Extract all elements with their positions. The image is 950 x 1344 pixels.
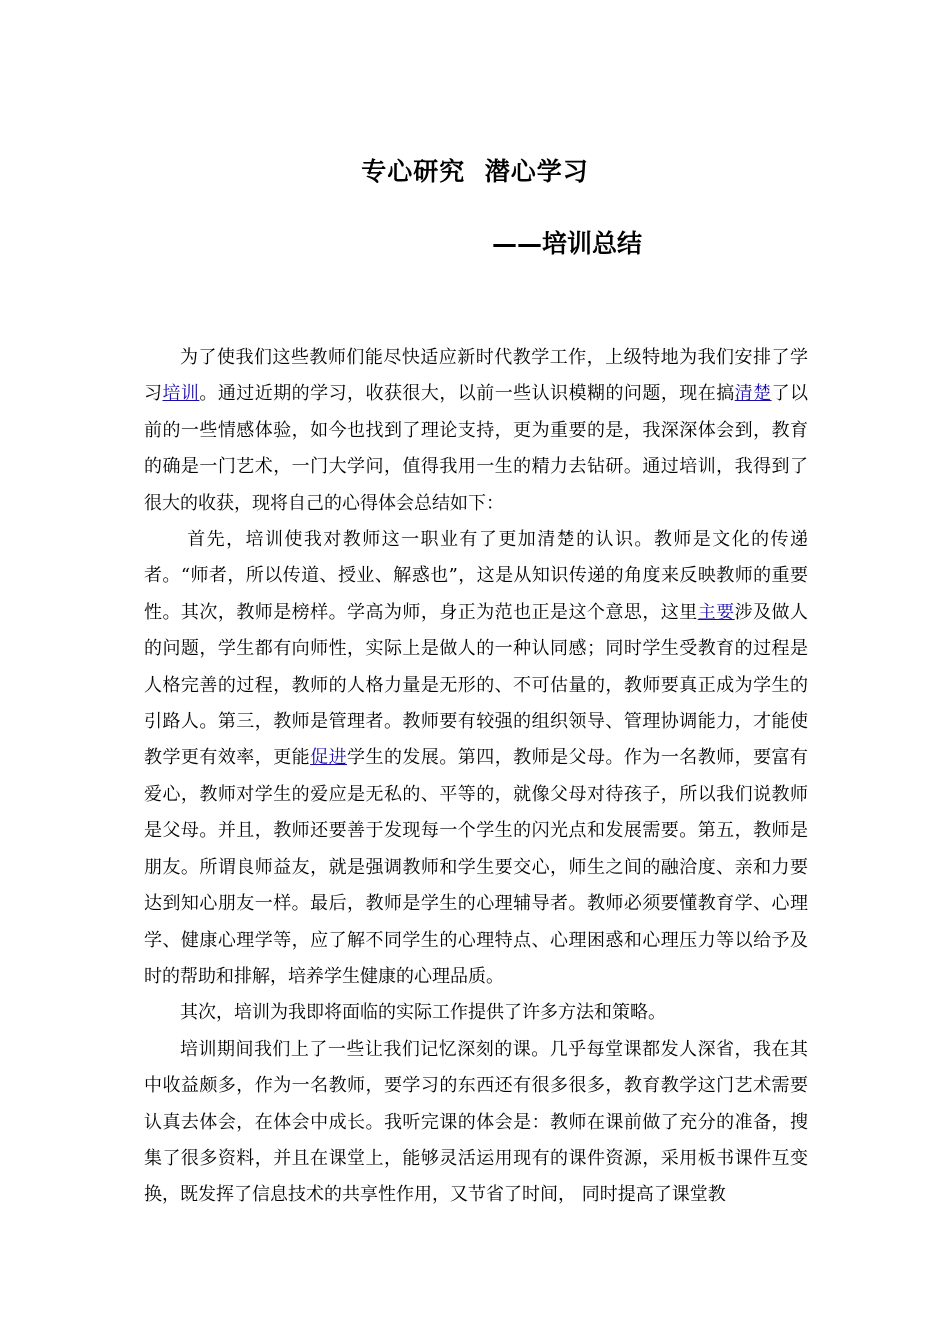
inline-link[interactable]: 培训 xyxy=(162,383,200,405)
body-paragraph xyxy=(144,340,808,522)
document-title: 专心研究 潜心学习 xyxy=(361,157,589,186)
paragraph-text: 首先，培训使我对教师这一职业有了更加清楚的认识。教师是文化的传递者。“师者，所以传道、授业、解惑也”，这是从知识传递的角度来反映教师的重要性。其次，教师是榜样。学高为师，身正为范也正是这个意思，这里 xyxy=(144,529,808,623)
inline-link[interactable]: 促进 xyxy=(310,747,348,769)
body-paragraph xyxy=(144,522,808,995)
paragraph-text: 。通过近期的学习，收获很大，以前一些认识模糊的问题，现在搞 xyxy=(199,383,735,405)
paragraph-text: 培训期间我们上了一些让我们记忆深刻的课。几乎每堂课都发人深省，我在其中收益颇多，作为一名教师，要学习的东西还有很多很多，教育教学这门艺术需要认真去体会，在体会中成长。我听完课的体会是：教师在课前做了充分的准备，搜集了很多资料，并且在课堂上，能够灵活运用现有的课件资源，采用板书课件互变换，既发挥了信息技术的共享性作用，又节省了时间， 同时提高了课堂教 xyxy=(144,1038,808,1206)
paragraph-text: 涉及做人的问题，学生都有向师性，实际上是做人的一种认同感；同时学生受教育的过程是人格完善的过程，教师的人格力量是无形的、不可估量的，教师要真正成为学生的引路人。第三，教师是管理者。教师要有较强的组织领导、管理协调能力，才能使教学更有效率，更能 xyxy=(144,601,809,769)
body-paragraph xyxy=(144,1032,808,1214)
paragraph-text: 了以前的一些情感体验，如今也找到了理论支持，更为重要的是，我深深体会到，教育的确是一门艺术，一门大学问，值得我用一生的精力去钻研。通过培训，我得到了很大的收获，现将自己的心得体会总结如下： xyxy=(144,383,809,514)
body-paragraph xyxy=(144,995,808,1031)
document-body xyxy=(144,340,808,1214)
paragraph-text: 其次，培训为我即将面临的实际工作提供了许多方法和策略。 xyxy=(180,1002,666,1024)
inline-link[interactable]: 清楚 xyxy=(734,383,772,405)
paragraph-text: 学生的发展。第四，教师是父母。作为一名教师，要富有爱心，教师对学生的爱应是无私的、平等的，就像父母对待孩子，所以我们说教师是父母。并且，教师还要善于发现每一个学生的闪光点和发展需要。第五，教师是朋友。所谓良师益友，就是强调教师和学生要交心，师生之间的融洽度、亲和力要达到知心朋友一样。最后，教师是学生的心理辅导者。教师必须要懂教育学、心理学、健康心理学等，应了解不同学生的心理特点、心理困惑和心理压力等以给予及时的帮助和排解，培养学生健康的心理品质。 xyxy=(144,747,809,987)
paragraph-text: 为了使我们这些教师们能尽快适应新时代教学工作，上级特地为我们安排了学习 xyxy=(144,347,808,405)
document-subtitle: ——培训总结 xyxy=(492,229,643,258)
inline-link[interactable]: 主要 xyxy=(697,601,735,623)
